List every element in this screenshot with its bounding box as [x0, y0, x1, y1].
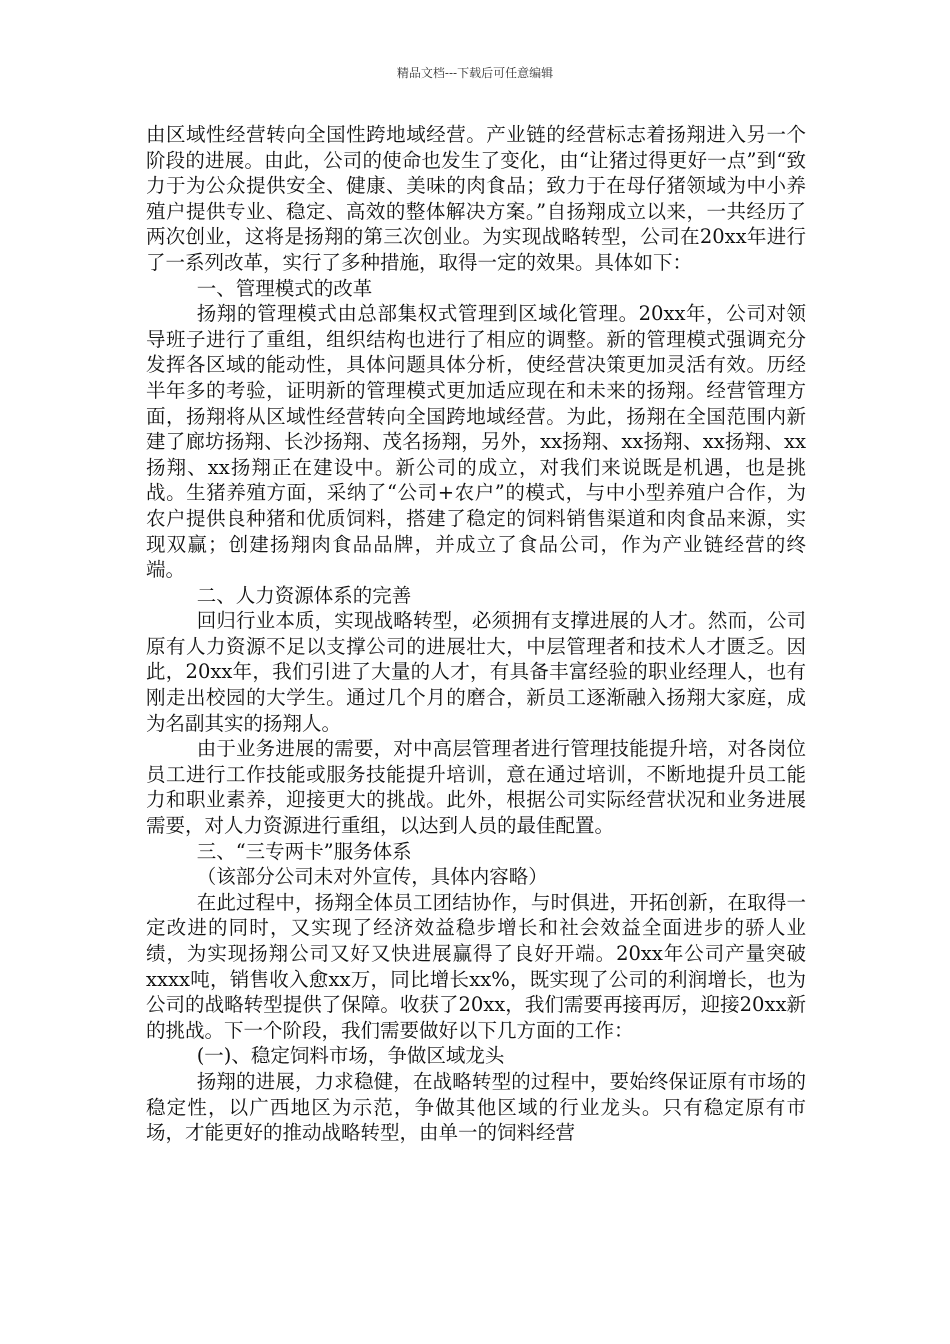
section-heading-3: 三、“三专两卡”服务体系 [196, 839, 412, 863]
paragraph-hr-1: 回归行业本质，实现战略转型，必须拥有支撑进展的人才。然而，公司原有人力资源不足以支撑公司的进展壮大，中层管理者和技术人才匮乏。因此，20xx年，我们引进了大量的人才，有具备丰富经验的职业经理人，也有刚走出校园的大学生。通过几个月的磨合，新员工逐渐融入扬翔大家庭，成为名副其实的扬翔人。 [146, 609, 806, 735]
paragraph-intro: 由区域性经营转向全国性跨地域经营。产业链的经营标志着扬翔进入另一个阶段的进展。由此，公司的使命也发生了变化，由“让猪过得更好一点”到“致力于为公众提供安全、健康、美味的肉食品；致力于在母仔猪领域为中小养殖户提供专业、稳定、高效的整体解决方案。”自扬翔成立以来，一共经历了两次创业，这将是扬翔的第三次创业。为实现战略转型，公司在20xx年进行了一系列改革，实行了多种措施，取得一定的效果。具体如下： [146, 123, 806, 274]
section-heading-1: 一、管理模式的改革 [196, 276, 373, 300]
subsection-heading-1: (一)、稳定饲料市场，争做区域龙头 [196, 1044, 505, 1068]
paragraph-management: 扬翔的管理模式由总部集权式管理到区域化管理。20xx年，公司对领导班子进行了重组，组织结构也进行了相应的调整。新的管理模式强调充分发挥各区域的能动性，具体问题具体分析，使经营决策更加灵活有效。历经半年多的考验，证明新的管理模式更加适应现在和未来的扬翔。经营管理方面，扬翔将从区域性经营转向全国跨地域经营。为此，扬翔在全国范围内新建了廊坊扬翔、长沙扬翔、茂名扬翔，另外，xx扬翔、xx扬翔、xx扬翔、xx扬翔、xx扬翔正在建设中。新公司的成立，对我们来说既是机遇，也是挑战。生猪养殖方面，采纳了“公司+农户”的模式，与中小型养殖户合作，为农户提供良种猪和优质饲料，搭建了稳定的饲料销售渠道和肉食品来源，实现双赢；创建扬翔肉食品品牌，并成立了食品公司，作为产业链经营的终端。 [146, 302, 806, 582]
section-note: （该部分公司未对外宣传，具体内容略） [196, 865, 548, 889]
paragraph-summary: 在此过程中，扬翔全体员工团结协作，与时俱进，开拓创新，在取得一定改进的同时，又实现了经济效益稳步增长和社会效益全面进步的骄人业绩，为实现扬翔公司又好又快进展赢得了良好开端。20xx年公司产量突破xxxx吨，销售收入愈xx万，同比增长xx%，既实现了公司的利润增长，也为公司的战略转型提供了保障。收获了20xx，我们需要再接再厉，迎接20xx新的挑战。下一个阶段，我们需要做好以下几方面的工作： [146, 890, 806, 1042]
document-body [146, 122, 806, 1146]
page-header: 精品文档---下载后可任意编辑 [396, 66, 554, 80]
paragraph-hr-2: 由于业务进展的需要，对中高层管理者进行管理技能提升培，对各岗位员工进行工作技能或服务技能提升培训，意在通过培训，不断地提升员工能力和职业素养，迎接更大的挑战。此外，根据公司实际经营状况和业务进展需要，对人力资源进行重组，以达到人员的最佳配置。 [146, 737, 806, 838]
paragraph-feed-market: 扬翔的进展，力求稳健，在战略转型的过程中，要始终保证原有市场的稳定性，以广西地区为示范，争做其他区域的行业龙头。只有稳定原有市场，才能更好的推动战略转型，由单一的饲料经营 [146, 1069, 806, 1145]
section-heading-2: 二、人力资源体系的完善 [196, 583, 412, 607]
